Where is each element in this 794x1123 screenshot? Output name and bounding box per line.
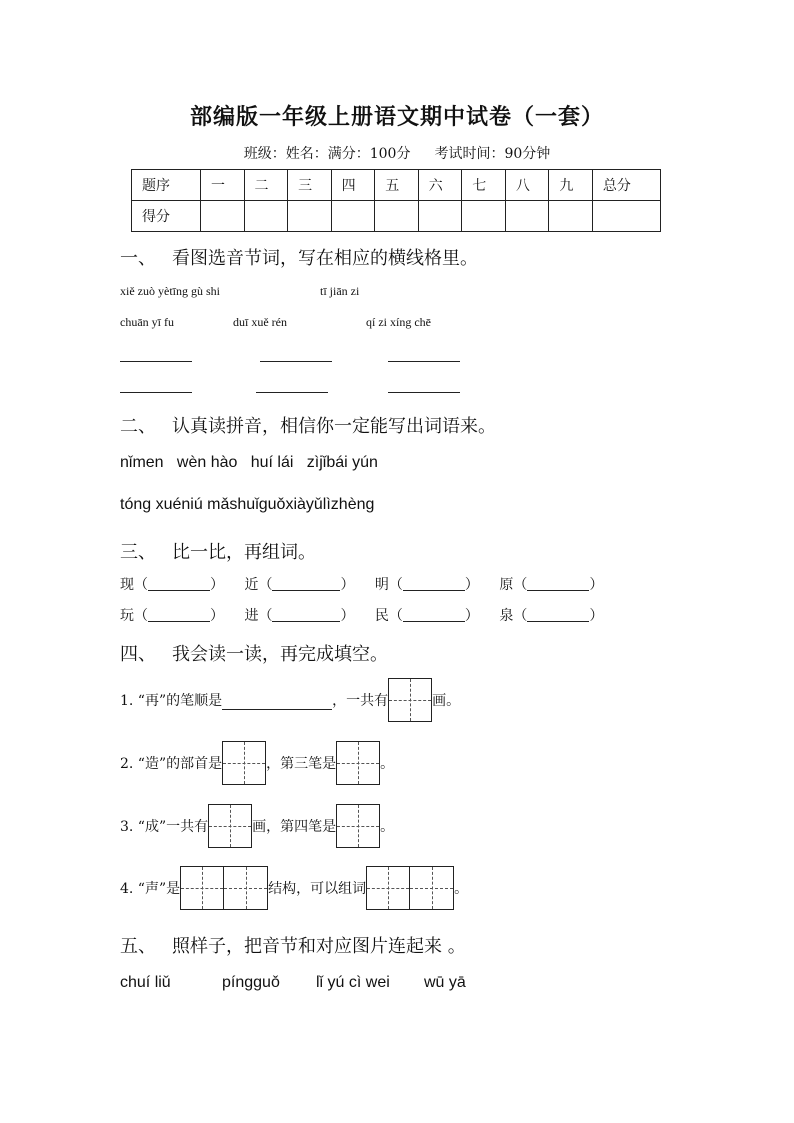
char-label: 民（ [374,608,403,624]
question-1 [120,678,460,722]
tian-grid-box[interactable] [388,678,432,722]
score-input-cell[interactable] [375,201,419,232]
tian-grid-box[interactable] [366,866,410,910]
score-table-header-row [132,170,661,201]
char-label: 原（ [499,577,528,593]
paren-close: ） [210,577,224,593]
score-input-cell[interactable] [549,201,593,232]
score-header-cell: 五 [375,170,419,201]
question-3 [120,804,394,848]
section-3-heading [120,538,316,564]
pinyin-item: píngguǒ [222,974,280,991]
compare-row [120,605,619,625]
question-text: 2. “造”的部首是 [120,756,223,772]
exam-meta [0,143,794,163]
score-input-cell[interactable] [331,201,375,232]
score-header-cell: 一 [201,170,245,201]
pinyin-line: nǐmen wèn hào huí lái zìjǐbái yún [120,454,378,471]
score-header-cell: 八 [505,170,549,201]
char-label: 进（ [244,608,273,624]
answer-blank[interactable] [388,361,460,362]
tian-grid-box[interactable] [410,866,454,910]
tian-grid-box[interactable] [336,804,380,848]
paren-close: ） [589,608,604,624]
question-text: 4. “声”是 [120,881,181,897]
paren-close: ） [464,577,479,593]
score-header-cell: 四 [331,170,375,201]
answer-blank[interactable] [120,392,192,393]
pinyin-line: chuān yī fu [120,315,174,329]
section-number: 四、 [120,644,156,665]
answer-blank[interactable] [256,392,328,393]
pinyin-line: qí zi xíng chē [366,315,431,329]
pinyin-line: tī jiān zi [320,284,360,298]
tian-grid-box[interactable] [180,866,224,910]
score-header-cell: 七 [462,170,506,201]
score-header-cell: 题序 [132,170,201,201]
score-header-cell: 六 [418,170,462,201]
score-input-cell[interactable] [462,201,506,232]
question-text: ，一共有 [332,693,389,709]
answer-blank[interactable] [260,361,332,362]
section-text: 照样子，把音节和对应图片连起来 。 [172,936,466,957]
pinyin-item: lǐ yú cì wei [316,974,390,991]
score-header-cell: 总分 [592,170,660,201]
char-label: 玩（ [120,608,148,624]
question-text: 3. “成”一共有 [120,819,209,835]
section-text: 看图选音节词，写在相应的横线格里。 [172,248,478,269]
question-text: 。 [454,881,469,897]
section-4-heading [120,640,388,666]
paren-close: ） [464,608,479,624]
answer-blank[interactable] [148,576,210,591]
question-text: 画。 [432,693,461,709]
section-text: 比一比，再组词。 [172,542,316,563]
question-text: 。 [380,756,395,772]
score-input-cell[interactable] [592,201,660,232]
paren-close: ） [589,577,604,593]
tian-grid-box[interactable] [222,741,266,785]
answer-blank[interactable] [403,607,465,622]
answer-blank[interactable] [272,576,340,591]
tian-grid-box[interactable] [224,866,268,910]
tian-grid-box[interactable] [336,741,380,785]
score-header-cell: 二 [244,170,288,201]
pinyin-line: duī xuě rén [233,315,287,329]
score-input-cell[interactable] [288,201,332,232]
section-text: 认真读拼音，相信你一定能写出词语来。 [172,416,496,437]
paren-close: ） [340,608,355,624]
char-label: 近（ [244,577,273,593]
score-table-score-row [132,201,661,232]
compare-row [120,574,619,594]
answer-blank[interactable] [388,392,460,393]
answer-blank[interactable] [403,576,465,591]
question-text: ，第三笔是 [266,756,337,772]
answer-blank[interactable] [272,607,340,622]
score-input-cell[interactable] [201,201,245,232]
score-row-label: 得分 [132,201,201,232]
question-text: 。 [380,819,395,835]
pinyin-item: chuí liǔ [120,974,171,991]
score-header-cell: 九 [549,170,593,201]
section-number: 三、 [120,542,156,563]
answer-blank[interactable] [527,607,589,622]
paren-close: ） [210,608,224,624]
question-2 [120,741,394,785]
score-table [131,169,661,232]
score-input-cell[interactable] [244,201,288,232]
score-input-cell[interactable] [418,201,462,232]
section-number: 五、 [120,936,156,957]
pinyin-item: wū yā [424,974,466,991]
question-text: 画，第四笔是 [252,819,337,835]
score-input-cell[interactable] [505,201,549,232]
meta-class-name-score: 班级：姓名：满分：100分 [243,146,411,162]
answer-blank[interactable] [120,361,192,362]
meta-time: 考试时间：90分钟 [434,146,551,162]
page-title: 部编版一年级上册语文期中试卷（一套） [189,105,604,130]
pinyin-line: tóng xuéniú mǎshuǐguǒxiàyǔlìzhèng [120,496,375,513]
section-text: 我会读一读，再完成填空。 [172,644,388,665]
question-text: 1. “再”的笔顺是 [120,693,223,709]
answer-blank[interactable] [222,691,332,710]
pinyin-line: xiě zuò yètīng gù shi [120,284,220,298]
section-5-heading [120,932,466,958]
answer-blank[interactable] [148,607,210,622]
section-1-heading [120,244,478,270]
section-2-heading [120,412,496,438]
answer-blank[interactable] [527,576,589,591]
section-number: 一、 [120,248,156,269]
section-number: 二、 [120,416,156,437]
char-label: 泉（ [499,608,528,624]
question-4 [120,866,468,910]
question-text: 结构，可以组词 [268,881,367,897]
tian-grid-box[interactable] [208,804,252,848]
paren-close: ） [340,577,355,593]
char-label: 现（ [120,577,148,593]
score-header-cell: 三 [288,170,332,201]
char-label: 明（ [374,577,403,593]
